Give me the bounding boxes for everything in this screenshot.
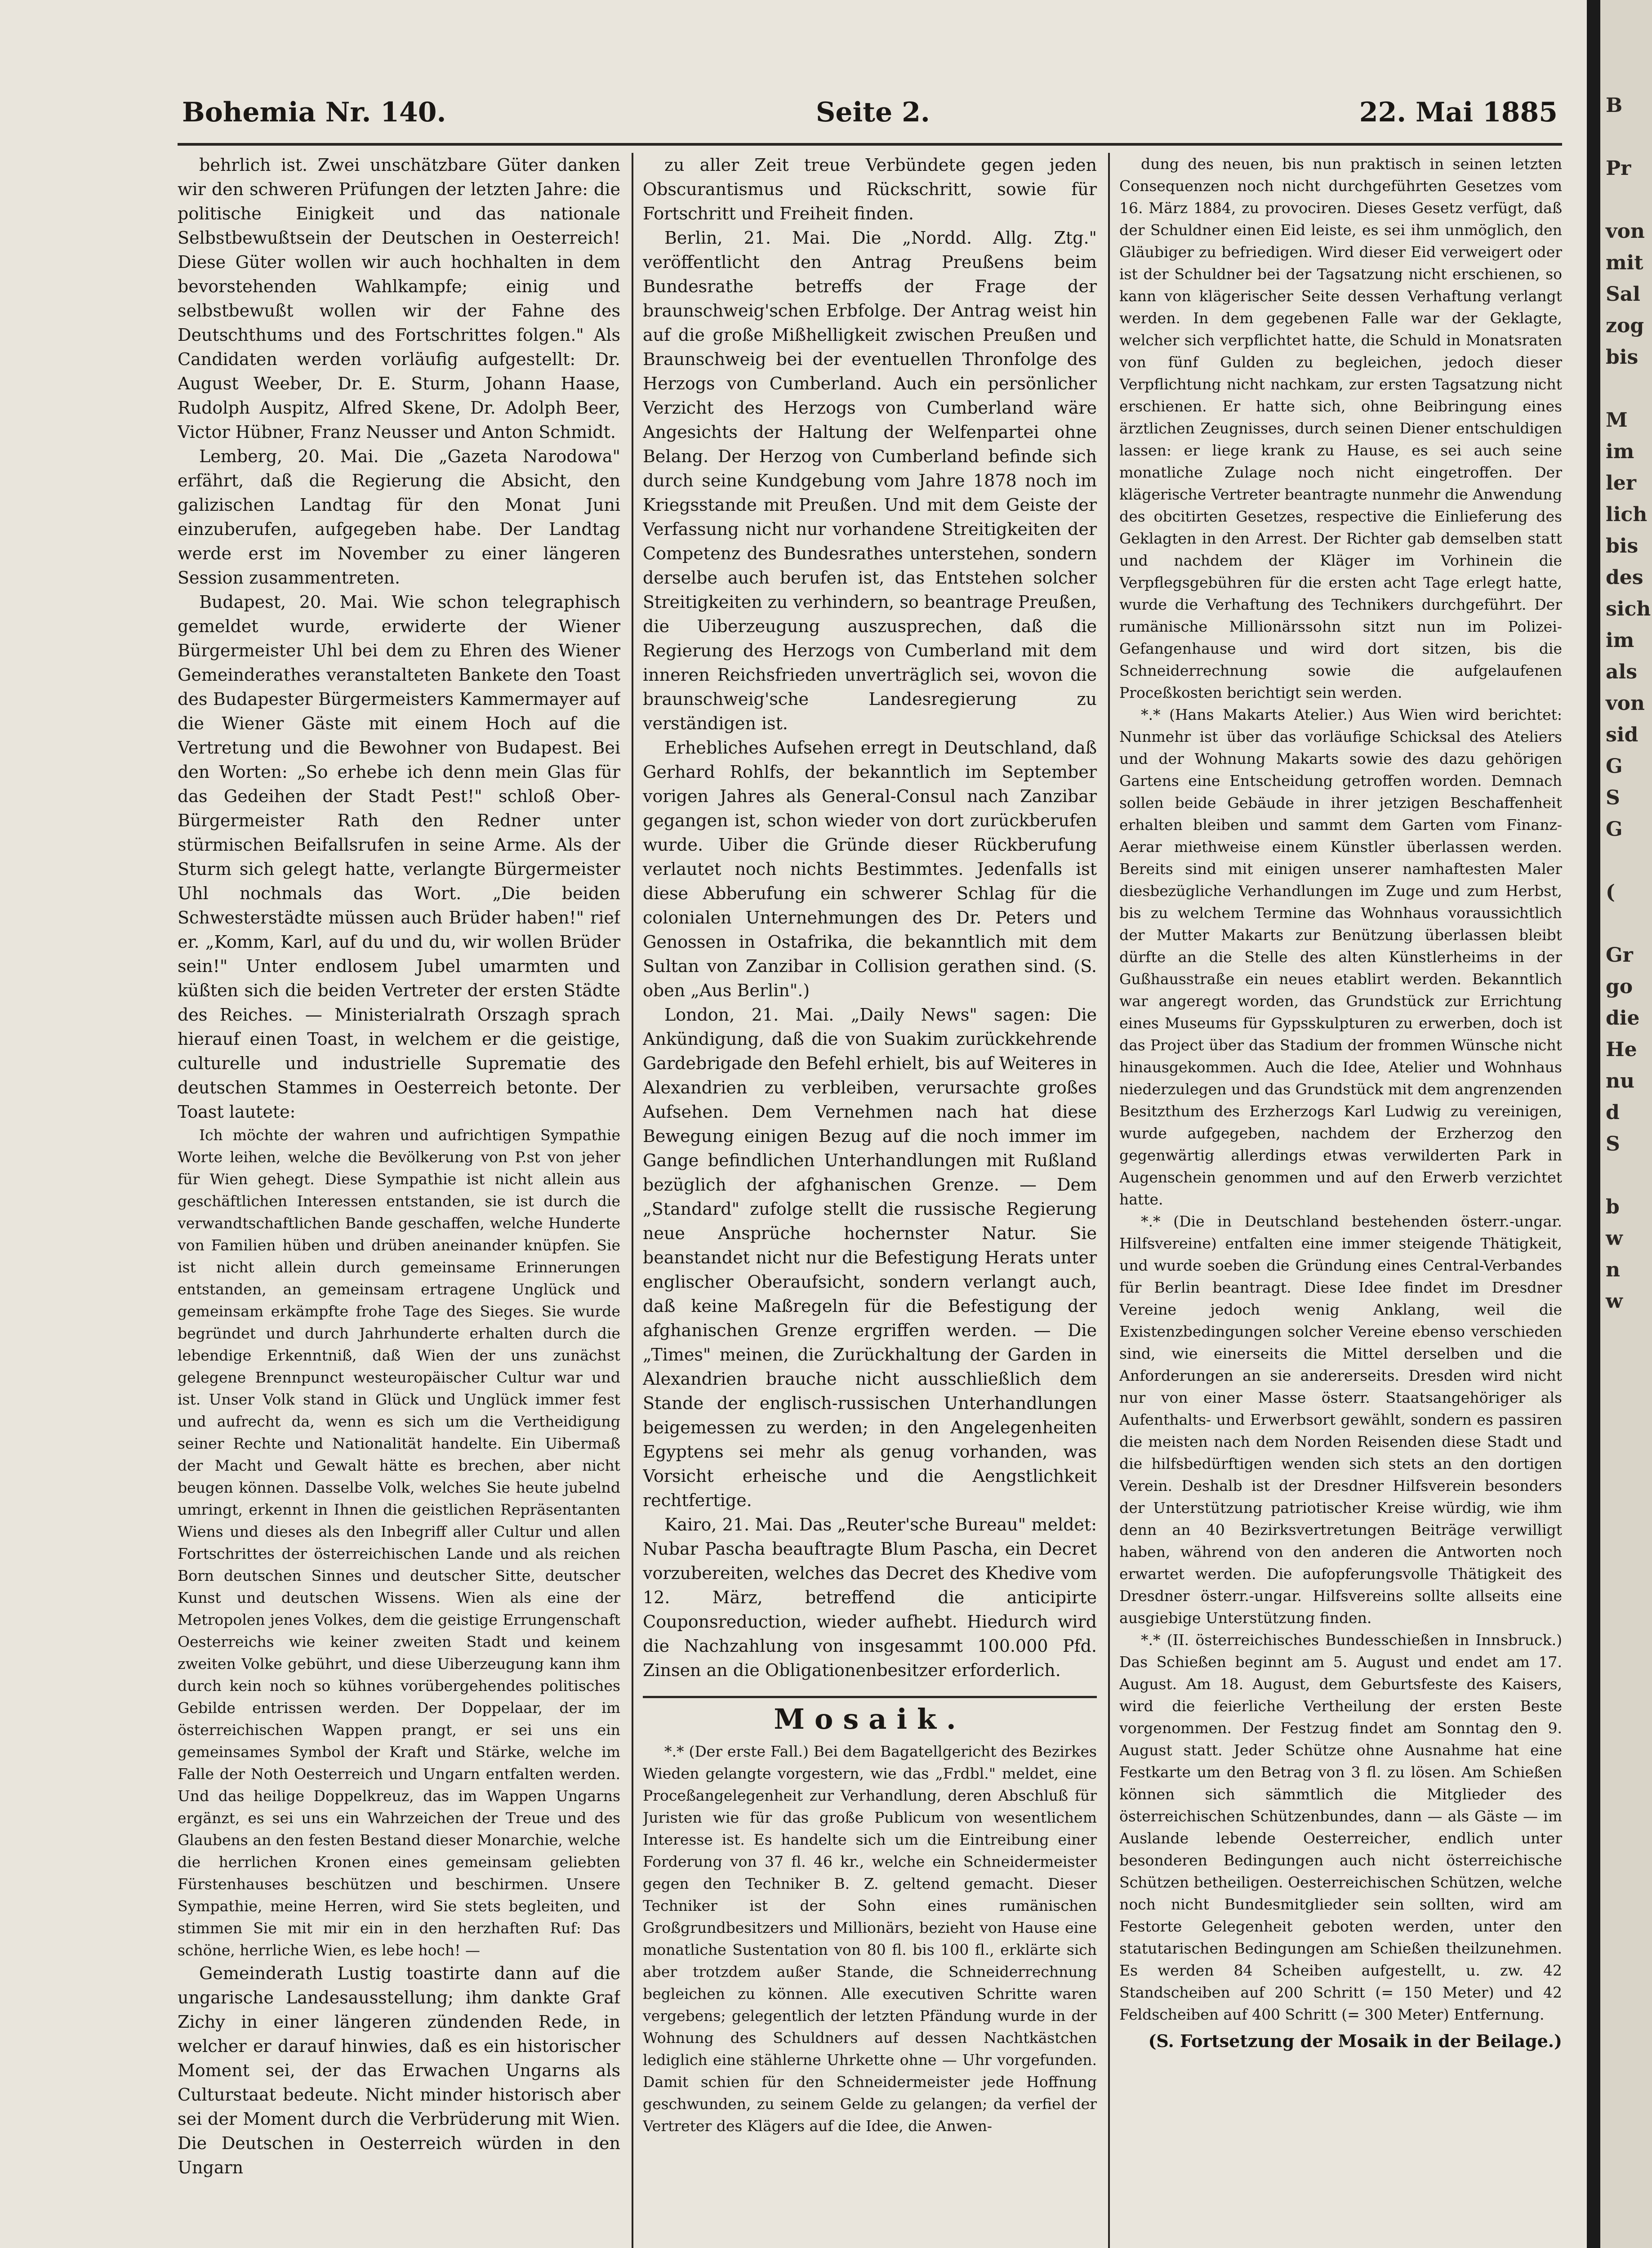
mosaik-item-hilfsvereine: *.* (Die in Deutschland bestehenden österr.-ungar. Hilfsvereine) entfalten eine immer steigende Thätigkeit, und wurde soeben die Gründung eines Central-Verbandes für Berlin beantragt. Diese Idee findet im Dresdner Vereine jedoch wenig Anklang, weil die Existenzbedingungen solcher Vereine ebenso verschieden sind, wie einerseits die Mittel derselben und die Anforderungen an sie andererseits. Dresden wird nicht nur von einer Masse österr. Staatsangehöriger als Aufenthalts- und Erwerbsort gewählt, sondern es passiren die meisten nach dem Norden Reisenden diese Stadt und die hilfsbedürftigen wenden sich stets an den dortigen Verein. Deshalb ist der Dresdner Hilfsverein besonders der Unterstützung patriotischer Kreise würdig, wie ihm denn an 40 Bezirksvertretungen Beiträge verwilligt haben, während von den anderen die Antworten noch erwartet werden. Die aufopferungsvolle Thätigkeit des Dresdner österr.-ungar. Hilfsvereins sollte allseits eine ausgiebige Unterstützung finden. xyxy=(1119,1213,1562,1627)
header-title: Bohemia Nr. 140. xyxy=(182,97,446,128)
paragraph: Gemeinderath Lustig toastirte dann auf die ungarische Landesausstellung; ihm dankte Graf Zichy in einer längeren zündenden Rede, in welcher er darauf hinwies, daß es ein historischer Moment sei, der das Erwachen Ungarns als Culturstaat bedeute. Nicht minder historisch aber sei der Moment durch die Verbrüderung mit Wien. Die Deutschen in Oesterreich würden in den Ungarn xyxy=(178,1963,620,2177)
continuation-note: (S. Fortsetzung der Mosaik in der Beilage.) xyxy=(1148,2031,1562,2051)
paragraph-budapest: Budapest, 20. Mai. Wie schon telegraphisch gemeldet wurde, erwiderte der Wiener Bürgermeister Uhl bei dem zu Ehren des Wiener Gemeinderathes veranstalteten Bankete den Toast des Budapester Bürgermeisters Kammermayer auf die Wiener Gäste mit einem Hoch auf die Vertretung und die Bewohner von Budapest. Bei den Worten: „So erhebe ich denn mein Glas für das Gedeihen der Stadt Pest!" schloß Ober-Bürgermeister Rath den Redner unter stürmischen Beifallsrufen in seine Arme. Als der Sturm sich gelegt hatte, verlangte Bürgermeister Uhl nochmals das Wort. „Die beiden Schwesterstädte müssen auch Brüder haben!" rief er. „Komm, Karl, auf du und du, wir wollen Brüder sein!" Unter endlosem Jubel umarmten und küßten sich die beiden Vertreter der ersten Städte des Reiches. — Ministerialrath Orszagh sprach hierauf einen Toast, in welchem er die geistige, culturelle und industrielle Suprematie des deutschen Stammes in Oesterreich betonte. Der Toast lautete: xyxy=(178,592,620,1122)
page-header xyxy=(178,92,1562,142)
paragraph-london: London, 21. Mai. „Daily News" sagen: Die Ankündigung, daß die von Suakim zurückkehrende Gardebrigade den Befehl erhielt, bis auf Weiteres in Alexandrien zu verbleiben, verursachte großes Aufsehen. Dem Vernehmen nach hat diese Bewegung einigen Bezug auf die noch immer im Gange befindlichen Unterhandlungen mit Rußland bezüglich der afghanischen Grenze. — Dem „Standard" zufolge stellt die russische Regierung neue Ansprüche hochernster Natur. Sie beanstandet nicht nur die Befestigung Herats unter englischer Oberaufsicht, sondern verlangt auch, daß keine Maßregeln für die Befestigung der afghanischen Grenze ergriffen werden. — Die „Times" meinen, die Zurückhaltung der Garden in Alexandrien brauche nicht ausschließlich dem Stande der englisch-russischen Unterhandlungen beigemessen zu werden; in den Angelegenheiten Egyptens sei mehr als genug vorhanden, was Vorsicht erheische und die Aengstlichkeit rechtfertige. xyxy=(643,1005,1097,1510)
paragraph: behrlich ist. Zwei unschätzbare Güter danken wir den schweren Prüfungen der letzten Jahre: die politische Einigkeit und das nationale Selbstbewußtsein der Deutschen in Oesterreich! Diese Güter wollen wir auch hochhalten in dem bevorstehenden Wahlkampfe; einig und selbstbewußt wollen wir der Fahne des Deutschthums und des Fortschrittes folgen." Als Candidaten werden vorläufig aufgestellt: Dr. August Weeber, Dr. E. Sturm, Johann Haase, Rudolph Auspitz, Alfred Skene, Dr. Adolph Beer, Victor Hübner, Franz Neusser und Anton Schmidt. xyxy=(178,155,620,442)
adjacent-page-edge xyxy=(1600,0,1652,2248)
header-date: 22. Mai 1885 xyxy=(1359,97,1558,128)
toast-quote: Ich möchte der wahren und aufrichtigen Sympathie Worte leihen, welche die Bevölkerung von P.st von jeher für Wien gehegt. Diese Sympathie ist nicht allein aus geschäftlichen Interessen entstanden, sie ist durch die verwandtschaftlichen Bande geschaffen, welche Hunderte von Familien hüben und drüben aneinander knüpfen. Sie ist nicht allein durch gemeinsame Erinnerungen entstanden, an gemeinsam ertragene Unglück und gemeinsam erkämpfte frohe Tage des Sieges. Sie wurde begründet und durch Jahrhunderte erhalten durch die lebendige Erkenntniß, daß Wien der uns zunächst gelegene Brennpunct westeuropäischer Cultur war und ist. Unser Volk stand in Glück und Unglück immer fest und aufrecht da, wenn es sich um die Vertheidigung seiner Rechte und Nationalität handelte. Ein Uibermaß der Macht und Gewalt hätte es brechen, aber nicht beugen können. Dasselbe Volk, welches Sie heute jubelnd umringt, erkennt in Ihnen die geistlichen Repräsentanten Wiens und dieses als den Inbegriff aller Cultur und allen Fortschrittes der österreichischen Lande und als reichen Born deutschen Sinnes und deutscher Sitte, deutscher Kunst und deutschen Wissens. Wien als eine der Metropolen jenes Volkes, dem die geistige Errungenschaft Oesterreichs wie keiner zweiten Stadt und keinem zweiten Volke gebührt, und diese Uiberzeugung kann ihm durch kein noch so kühnes vorübergehendes politisches Gebilde entrissen werden. Der Doppelaar, der im österreichischen Wappen prangt, er sei uns ein gemeinsames Symbol der Kraft und Stärke, welche im Falle der Noth Oesterreich und Ungarn entfalten werden. Und das heilige Doppelkreuz, das im Wappen Ungarns ergänzt, es sei uns ein Wahrzeichen der Treue und des Glaubens an den festen Bestand dieser Monarchie, welche die herrlichen Kronen eines gemeinsam geliebten Fürstenhauses beschützen und beschirmen. Unsere Sympathie, meine Herren, wird Sie stets begleiten, und stimmen Sie mit mir ein in den herzhaften Ruf: Das schöne, herrliche Wien, es lebe hoch! — xyxy=(178,1126,620,1959)
column-middle xyxy=(643,153,1097,2248)
adjacent-page-fragment: B Pr von mit Sal zog bis M im ler lich bis des sich im als von sid G S G ( Gr go die He nu d S b w n w xyxy=(1606,94,1651,1313)
section-rule xyxy=(643,1696,1097,1698)
paragraph-kairo: Kairo, 21. Mai. Das „Reuter'sche Bureau" meldet: Nubar Pascha beauftragte Blum Pascha, ein Decret vorzubereiten, welches das Decret des Khedive vom 12. März, betreffend die anticipirte Couponsreduction, wieder aufhebt. Hiedurch wird die Nachzahlung von insgesammt 100.000 Pfd. Zinsen an die Obligationenbesitzer erforderlich. xyxy=(643,1515,1097,1680)
paragraph-berlin: Berlin, 21. Mai. Die „Nordd. Allg. Ztg." veröffentlicht den Antrag Preußens beim Bundesrathe betreffs der Frage der braunschweig'schen Erbfolge. Der Antrag weist hin auf die große Mißhelligkeit zwischen Preußen und Braunschweig bei der eventuellen Thronfolge des Herzogs von Cumberland. Auch ein persönlicher Verzicht des Herzogs von Cumberland wäre Angesichts der Haltung der Welfenpartei ohne Belang. Der Herzog von Cumberland befinde sich durch seine Kundgebung vom Jahre 1878 noch im Kriegsstande mit Preußen. Und mit dem Geiste der Verfassung nicht nur vorhandene Streitigkeiten der Competenz des Bundesrathes unterstehen, sondern derselbe auch berufen ist, das Entstehen solcher Streitigkeiten zu verhindern, so beantrage Preußen, die Uiberzeugung auszusprechen, daß die Regierung des Herzogs von Cumberland mit dem inneren Reichsfrieden unverträglich sei, wovon die braunschweig'sche Landesregierung zu verständigen ist. xyxy=(643,228,1097,733)
mosaik-item-bundesschiessen: *.* (II. österreichisches Bundesschießen in Innsbruck.) Das Schießen beginnt am 5. August und endet am 17. August. Am 18. August, dem Geburtsfeste des Kaisers, wird die feierliche Vertheilung der ersten Beste vorgenommen. Der Festzug findet am Sonntag den 9. August statt. Jeder Schütze ohne Ausnahme hat eine Festkarte um den Betrag von 3 fl. zu lösen. Am Schießen können sich sämmtlich die Mitglieder des österreichischen Schützenbundes, dann — als Gäste — im Auslande lebende Oesterreicher, endlich unter besonderen Bedingungen auch nicht österreichische Schützen betheiligen. Oesterreichischen Schützen, welche noch nicht Bundesmitglieder sein sollten, wird am Festorte Gelegenheit geboten werden, unter den statutarischen Bedingungen am Schießen theilzunehmen. Es werden 84 Scheiben aufgestellt, u. zw. 42 Standscheiben auf 200 Schritt (= 150 Meter) und 42 Feldscheiben auf 400 Schritt (= 300 Meter) Entfernung. xyxy=(1119,1631,1562,2023)
paragraph: dung des neuen, bis nun praktisch in seinen letzten Consequenzen noch nicht durchgeführten Gesetzes vom 16. März 1884, zu provociren. Dieses Gesetz verfügt, daß der Schuldner einen Eid leiste, es sei ihm unmöglich, den Gläubiger zu befriedigen. Wird dieser Eid verweigert oder ist der Schuldner bei der Tagsatzung nicht erschienen, so kann von klägerischer Seite dessen Verhaftung verlangt werden. In dem gegebenen Falle war der Geklagte, welcher sich verpflichtet hatte, die Schuld in Monatsraten von fünf Gulden zu begleichen, jedoch dieser Verpflichtung nicht nachkam, zur ersten Tagsatzung nicht erschienen. Er hatte sich, ohne Beibringung eines ärztlichen Zeugnisses, durch seinen Diener entschuldigen lassen: er liege krank zu Hause, es sei auch seine monatliche Zulage noch nicht eingetroffen. Der klägerische Vertreter beantragte nunmehr die Anwendung des obcitirten Gesetzes, respective die Einlieferung des Geklagten in den Arrest. Der Richter gab demselben statt und nachdem der Kläger im Vorhinein die Verpflegsgebühren für die ersten acht Tage erlegt hatte, wurde die Verhaftung des Technikers durchgeführt. Der rumänische Millionärssohn sitzt nun im Polizei-Gefangenhause und wird dort sitzen, bis die Schneiderrechnung sowie die aufgelaufenen Proceßkosten berichtigt sein werden. xyxy=(1119,155,1562,701)
section-title-mosaik: Mosaik. xyxy=(774,1703,966,1735)
paragraph: zu aller Zeit treue Verbündete gegen jeden Obscurantismus und Rückschritt, sowie für Fortschritt und Freiheit finden. xyxy=(643,155,1097,223)
header-rule xyxy=(178,143,1562,146)
column-divider xyxy=(632,153,633,2248)
paragraph: Erhebliches Aufsehen erregt in Deutschland, daß Gerhard Rohlfs, der bekanntlich im September vorigen Jahres als General-Consul nach Zanzibar gegangen ist, schon wieder von dort zurückberufen wurde. Uiber die Gründe dieser Rückberufung verlautet noch nichts Bestimmtes. Jedenfalls ist diese Abberufung ein schwerer Schlag für die colonialen Unternehmungen des Dr. Peters und Genossen in Ostafrika, die bekanntlich mit dem Sultan von Zanzibar in Collision gerathen sind. (S. oben „Aus Berlin".) xyxy=(643,738,1097,1000)
mosaik-item-makart: *.* (Hans Makarts Atelier.) Aus Wien wird berichtet: Nunmehr ist über das vorläufige Schicksal des Ateliers und der Wohnung Makarts sowie des dazu gehörigen Gartens eine Entscheidung getroffen worden. Demnach sollen beide Gebäude in ihrer jetzigen Beschaffenheit erhalten bleiben und sammt dem Garten vom Finanz-Aerar miethweise einem Künstler überlassen werden. Bereits sind mit einigen unserer namhaftesten Maler diesbezügliche Verhandlungen im Zuge und zum Herbst, bis zu welchem Termine das Wohnhaus voraussichtlich der Mutter Makarts zur Benützung überlassen bleibt dürfte an die Stelle des alten Künstlerheims in der Gußhausstraße ein neues etablirt werden. Bekanntlich war angeregt worden, das Grundstück zur Errichtung eines Museums für Gypsskulpturen zu erwerben, doch ist das Project über das Stadium der frommen Wünsche nicht hinausgekommen. Auch die Idee, Atelier und Wohnhaus niederzulegen und das Grundstück mit dem angrenzenden Besitzthum des Erzherzogs Karl Ludwig zu vereinigen, wurde aufgegeben, nachdem der Erzherzog den gegenwärtig allerdings etwas verwilderten Park in Augenschein genommen und auf den Erwerb verzichtet hatte. xyxy=(1119,706,1562,1208)
column-right xyxy=(1119,153,1562,2248)
column-left xyxy=(178,153,620,2248)
column-divider xyxy=(1108,153,1110,2248)
paragraph-lemberg: Lemberg, 20. Mai. Die „Gazeta Narodowa" erfährt, daß die Regierung die Absicht, den galizischen Landtag für den Monat Juni einzuberufen, aufgegeben habe. Der Landtag werde erst im November zu einer längeren Session zusammentreten. xyxy=(178,446,620,588)
header-page-number: Seite 2. xyxy=(816,97,930,128)
mosaik-item-erste-fall: *.* (Der erste Fall.) Bei dem Bagatellgericht des Bezirkes Wieden gelangte vorgestern, wie das „Frdbl." meldet, eine Proceßangelegenheit zur Verhandlung, deren Abschluß für Juristen wie für das große Publicum von wesentlichem Interesse ist. Es handelte sich um die Eintreibung einer Forderung von 37 fl. 46 kr., welche ein Schneidermeister gegen den Techniker B. Z. geltend gemacht. Dieser Techniker ist der Sohn eines rumänischen Großgrundbesitzers und Millionärs, bezieht von Hause eine monatliche Sustentation von 80 fl. bis 100 fl., erklärte sich aber trotzdem außer Stande, die Schneiderrechnung begleichen zu können. Alle executiven Schritte waren vergebens; gelegentlich der letzten Pfändung wurde in der Wohnung des Schuldners auf dessen Nachtkästchen lediglich eine stählerne Uhrkette ohne — Uhr vorgefunden. Damit schien für den Schneidermeister jede Hoffnung geschwunden, zu seinem Gelde zu gelangen; da verfiel der Vertreter des Klägers auf die Idee, die Anwen- xyxy=(643,1743,1097,2135)
